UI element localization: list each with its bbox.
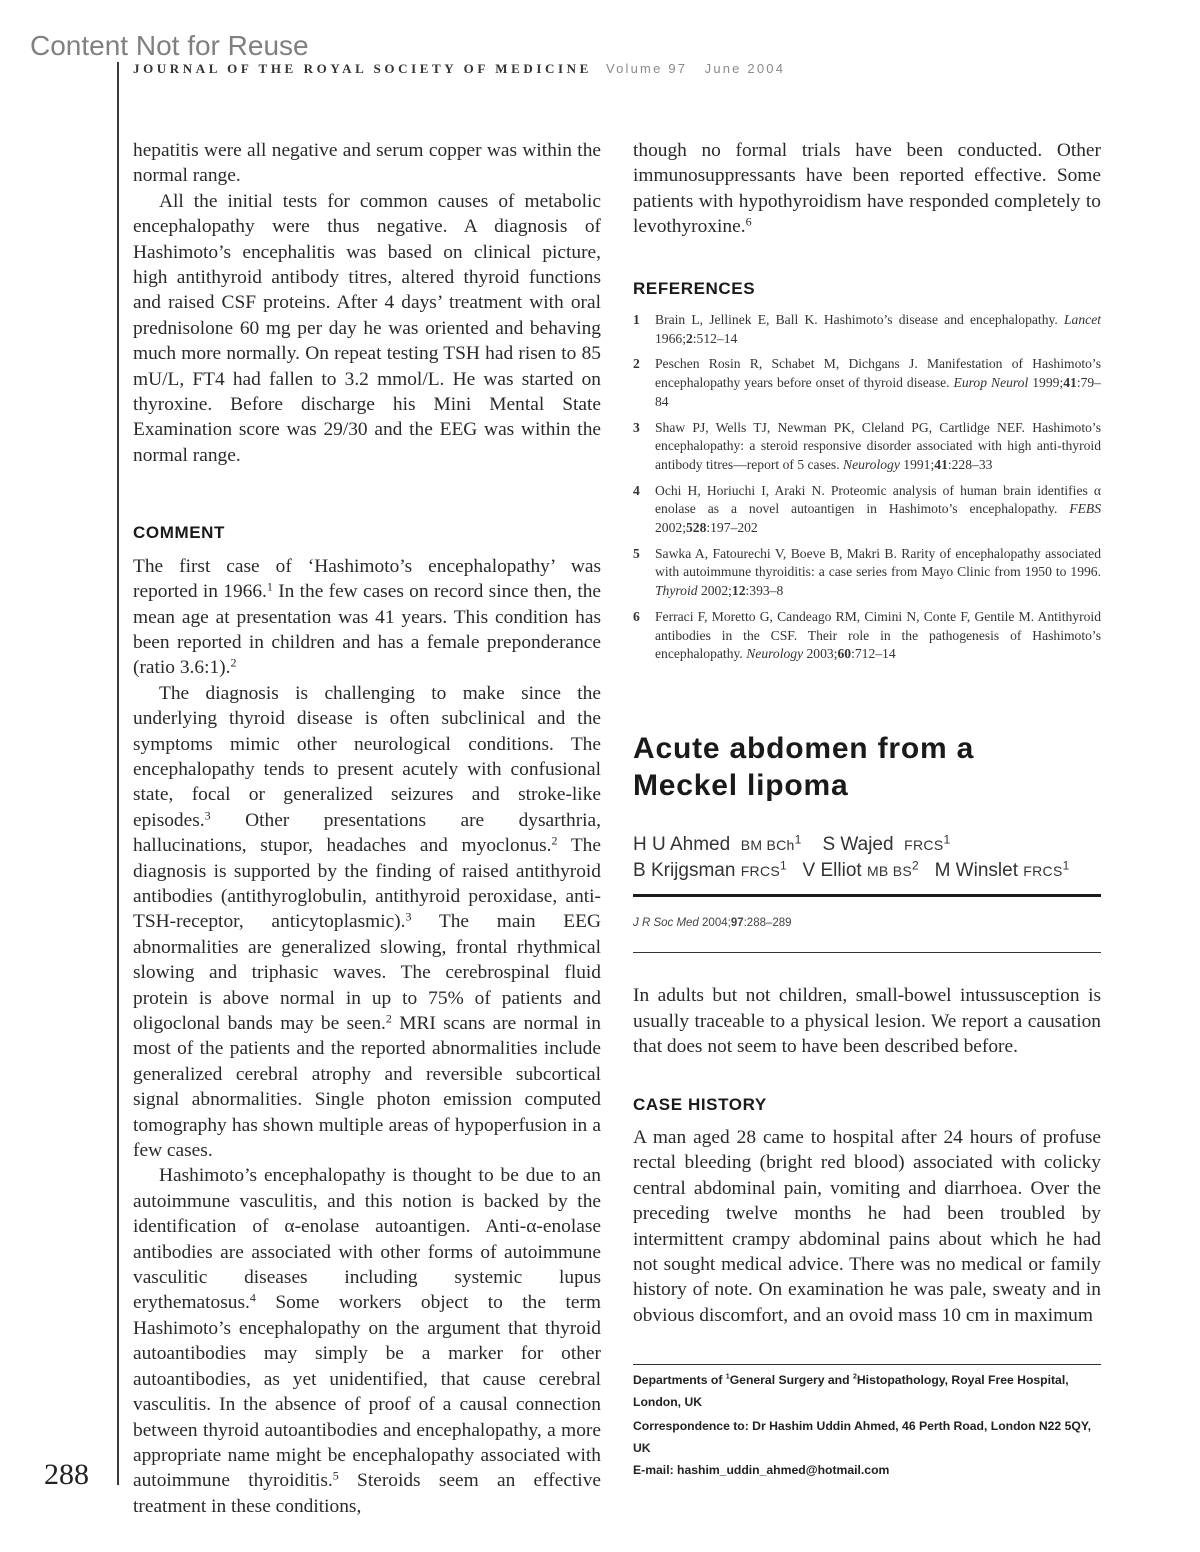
article-citation: J R Soc Med 2004;97:288–289 <box>633 916 792 929</box>
comment-heading: COMMENT <box>133 523 226 543</box>
journal-name: JOURNAL OF THE ROYAL SOCIETY OF MEDICINE <box>133 61 592 76</box>
citation-mark: 4 <box>249 1290 256 1305</box>
reference-item: 5 Sawka A, Fatourechi V, Boeve B, Makri B. Rarity of encephalopathy associated with autoimmune thyroiditis: a case series from Mayo Clinic from 1950 to 1996. Thyroid 2002;12:393–8 <box>633 545 1101 599</box>
reference-item: 4 Ochi H, Horiuchi I, Araki N. Proteomic analysis of human brain identifies α enolase as a novel autoantigen in Hashimoto’s encephalopathy. FEBS 2002;528:197–202 <box>633 482 1101 536</box>
correspondence: Correspondence to: Dr Hashim Uddin Ahmed, 46 Perth Road, London N22 5QY, UK <box>633 1419 1091 1456</box>
running-head <box>133 60 785 78</box>
page-number: 288 <box>44 1458 89 1491</box>
article-title: Acute abdomen from a Meckel lipoma <box>633 731 975 802</box>
watermark: Content Not for Reuse <box>30 30 309 61</box>
paragraph: Hashimoto’s encephalopathy is thought to be due to an autoimmune vasculitis, and this notion is backed by the identification of α-enolase autoantigen. Anti-α-enolase antibodies are associated with other forms of autoimmune vasculitic diseases including systemic lupus erythematosus.$^4$ Some workers object to the term Hashimoto’s encephalopathy on the argument that thyroid autoantibodies may simply be a marker for other autoantibodies, as yet unidentified, that cause cerebral vasculitis. In the absence of proof of a causal connection between thyroid autoantibodies and encephalopathy, a more appropriate name might be encephalopathy associated with autoimmune thyroiditis.$^5$ Steroids seem an effective treatment in these conditions, <box>133 1165 601 1517</box>
references-heading: REFERENCES <box>633 278 756 298</box>
paragraph: All the initial tests for common causes of metabolic encephalopathy were thus negative. A diagnosis of Hashimoto’s encephalitis was based on clinical picture, high antithyroid antibody titres, altered thyroid functions and raised CSF proteins. After 4 days’ treatment with oral prednisolone 60 mg per day he was oriented and behaving much more normally. On repeat testing TSH had risen to 85 mU/L, FT4 had fallen to 3.2 mmol/L. He was started on thyroxine. Before discharge his Mini Mental State Examination score was 29/30 and the EEG was within the normal range. <box>133 190 601 466</box>
citation-mark: 3 <box>405 909 412 924</box>
paragraph: hepatitis were all negative and serum copper was within the normal range. <box>133 140 601 187</box>
author-list: H U Ahmed BM BCh$^1$ S Wajed FRCS$^1$ B Krijgsman FRCS$^1$ V Elliot MB $BS^2$ M Winslet FRCS$^1$ <box>633 832 1070 881</box>
left-column <box>133 138 601 1519</box>
citation-rule <box>633 952 1101 953</box>
paragraph: though no formal trials have been conducted. Other immunosuppressants have been reported effective. Some patients with hypothyroidism have responded completely to levothyroxine.$^6$ <box>633 140 1101 238</box>
abstract: In adults but not children, small-bowel intussusception is usually traceable to a physical lesion. We report a causation that does not seem to have been described before. <box>633 985 1101 1058</box>
issue-info: Volume 97 June 2004 <box>605 61 786 76</box>
citation-mark: 3 <box>204 808 211 823</box>
footnote-rule <box>633 1364 1101 1365</box>
citation-mark: 2 <box>230 655 237 670</box>
citation-mark: 2 <box>551 833 558 848</box>
reference-item: 1 Brain L, Jellinek E, Ball K. Hashimoto’s disease and encephalopathy. Lancet 1966;2:512–14 <box>633 312 1101 346</box>
citation-mark: 6 <box>745 214 752 229</box>
paragraph: The diagnosis is challenging to make since the underlying thyroid disease is often subclinical and the symptoms mimic other neurological conditions. The encephalopathy tends to present acutely with confusional state, focal or generalized seizures and stroke-like episodes.$^3$ Other presentations are dysarthria, hallucinations, stupor, headaches and myoclonus.$^2$ The diagnosis is supported by the finding of raised antithyroid antibodies (antithyroglobulin, antithyroid peroxidase, anti-TSH-receptor, anticytoplasmic).$^3$ The main EEG abnormalities are generalized slowing, frontal rhythmical slowing and triphasic waves. The cerebrospinal fluid protein is above normal in up to 75% of patients and oligoclonal bands may be seen.$^2$ MRI scans are normal in most of the patients and the reported abnormalities include generalized cerebral atrophy and reversible subcortical signal abnormalities. Single photon emission computed tomography has shown multiple areas of hypoperfusion in a few cases. <box>133 682 601 1162</box>
affiliation: Departments of $^1$General Surgery and $^2$Histopathology, Royal Free Hospital, London, UK <box>633 1373 1069 1410</box>
affiliation-footnote <box>633 1369 1101 1481</box>
email: E-mail: hashim_uddin_ahmed@hotmail.com <box>633 1463 890 1478</box>
reference-item: 6 Ferraci F, Moretto G, Candeago RM, Cimini N, Conte F, Gentile M. Antithyroid antibodies in the CSF. Their role in the pathogenesis of Hashimoto’s encephalopathy. Neurology 2003;60:712–14 <box>633 608 1101 662</box>
reference-list <box>633 311 1101 664</box>
case-history-heading: CASE HISTORY <box>633 1094 767 1114</box>
reference-item: 2 Peschen Rosin R, Schabet M, Dichgans J. Manifestation of Hashimoto’s encephalopathy years before onset of thyroid disease. Europ Neurol 1999;41:79–84 <box>633 356 1101 409</box>
citation-mark: 2 <box>385 1011 392 1026</box>
reference-item: 3 Shaw PJ, Wells TJ, Newman PK, Cleland PG, Cartlidge NEF. Hashimoto’s encephalopathy: a steroid responsive disorder associated with high anti-thyroid antibody titres—report of 5 cases. Neurology 1991;41:228–33 <box>633 419 1101 472</box>
paragraph: A man aged 28 came to hospital after 24 hours of profuse rectal bleeding (bright red blood) associated with colicky central abdominal pain, vomiting and diarrhoea. Over the preceding twelve months he had been troubled by intermittent crampy abdominal pains about which he had not sought medical advice. There was no medical or family history of note. On examination he was pale, sweaty and in obvious discomfort, and an ovoid mass 10 cm in maximum <box>633 1127 1101 1326</box>
citation-mark: 5 <box>332 1468 339 1483</box>
right-column <box>633 138 1101 1481</box>
paragraph: The first case of ‘Hashimoto’s encephalopathy’ was reported in 1966.$^1$ In the few cases on record since then, the mean age at presentation was 41 years. This condition has been reported in children and has a female preponderance (ratio 3.6:1).$^2$ <box>133 555 602 679</box>
title-rule <box>633 894 1101 897</box>
margin-rule <box>117 62 119 1485</box>
citation-mark: 1 <box>266 579 273 594</box>
